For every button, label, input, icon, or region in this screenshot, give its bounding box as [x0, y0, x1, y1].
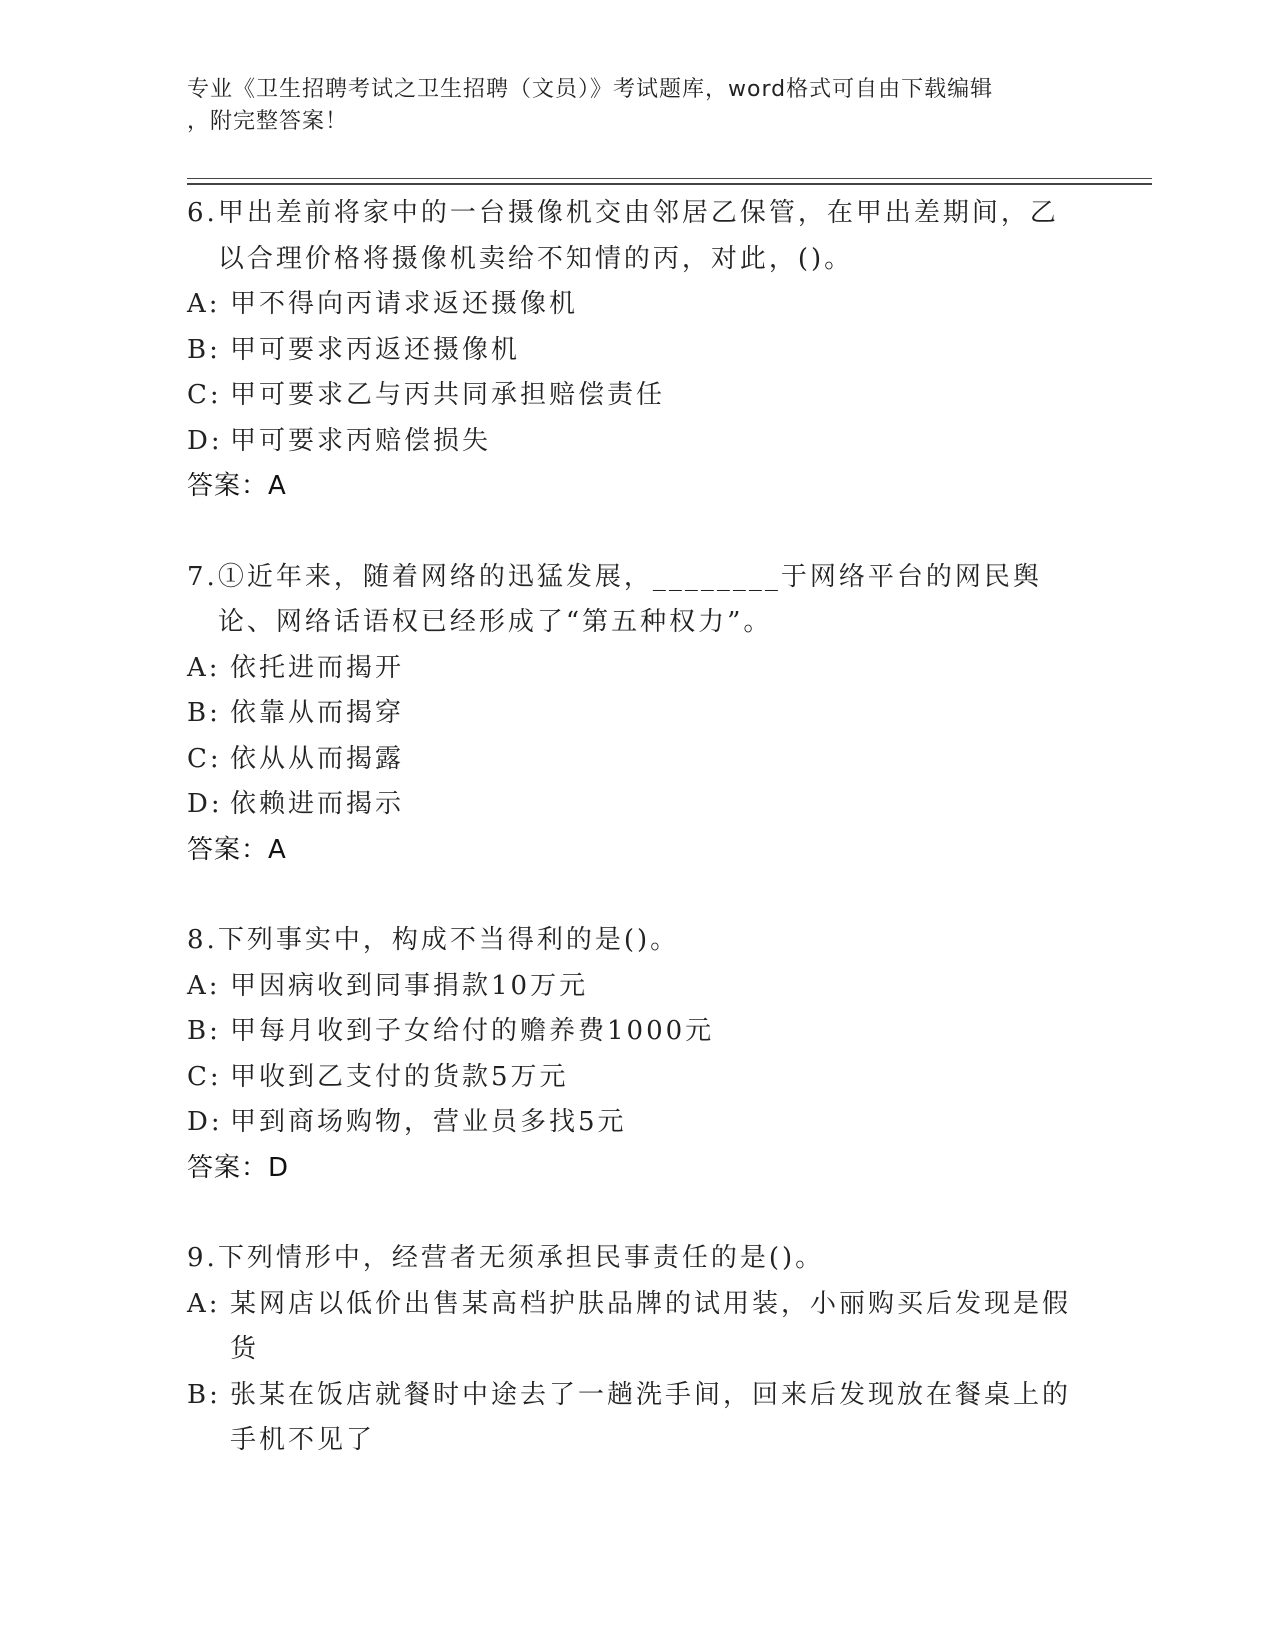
question-9	[187, 1236, 1087, 1464]
option-text: 依托进而揭开	[230, 652, 405, 683]
option-a	[187, 282, 1087, 328]
option-d	[187, 782, 1087, 828]
option-letter: A:	[187, 652, 221, 683]
answer-line	[187, 464, 1087, 510]
option-letter: A:	[187, 1288, 221, 1319]
option-letter: D:	[187, 789, 223, 819]
question-number: 7.	[187, 561, 218, 592]
option-text: 甲可要求乙与丙共同承担赔偿责任	[230, 380, 666, 410]
option-text: 依赖进而揭示	[230, 789, 405, 819]
option-b	[187, 1373, 1087, 1464]
option-letter: B:	[187, 1016, 221, 1046]
question-list	[187, 191, 1087, 1509]
question-stem	[187, 918, 1087, 964]
option-text: 甲每月收到子女给付的赡养费1000元	[230, 1016, 715, 1046]
question-7	[187, 555, 1087, 874]
header-line-1: 专业《卫生招聘考试之卫生招聘（文员）》考试题库，word格式可自由下载编辑	[187, 77, 994, 102]
document-header	[187, 74, 1087, 138]
option-letter: B:	[187, 698, 221, 728]
option-c	[187, 737, 1087, 783]
option-a	[187, 1282, 1087, 1373]
header-divider-bottom	[187, 183, 1152, 185]
answer-line	[187, 1146, 1087, 1192]
option-text: 张某在饭店就餐时中途去了一趟洗手间，回来后发现放在餐桌上的手机不见了	[230, 1379, 1072, 1455]
question-stem	[187, 191, 1087, 282]
header-divider-top	[187, 178, 1152, 179]
option-d	[187, 419, 1087, 465]
option-text: 甲可要求丙返还摄像机	[230, 334, 521, 365]
answer-label: 答案：	[187, 1152, 269, 1183]
option-letter: A:	[187, 289, 221, 319]
option-text: 某网店以低价出售某高档护肤品牌的试用装，小丽购买后发现是假货	[230, 1288, 1072, 1364]
answer-line	[187, 828, 1087, 874]
option-text: 依从从而揭露	[230, 743, 405, 774]
option-text: 甲因病收到同事捐款10万元	[230, 970, 589, 1001]
option-text: 甲不得向丙请求返还摄像机	[230, 289, 579, 319]
option-text: 甲收到乙支付的货款5万元	[230, 1061, 569, 1092]
header-line-2: ，附完整答案！	[187, 109, 349, 134]
question-text: ①近年来，随着网络的迅猛发展，________于网络平台的网民舆论、网络话语权已经形成了“第五种权力”。	[217, 561, 1042, 637]
answer-value: D	[268, 1152, 290, 1183]
question-text: 甲出差前将家中的一台摄像机交由邻居乙保管，在甲出差期间，乙以合理价格将摄像机卖给不知情的丙，对此，()。	[217, 198, 1059, 274]
option-letter: A:	[187, 970, 221, 1001]
option-letter: B:	[187, 334, 221, 365]
option-letter: D:	[187, 1107, 223, 1137]
option-text: 依靠从而揭穿	[230, 698, 405, 728]
question-6	[187, 191, 1087, 510]
option-letter: C:	[187, 380, 222, 410]
question-8	[187, 918, 1087, 1191]
option-letter: C:	[187, 1061, 222, 1092]
option-c	[187, 373, 1087, 419]
option-letter: D:	[187, 425, 223, 456]
answer-label: 答案：	[187, 471, 269, 501]
option-text: 甲可要求丙赔偿损失	[230, 425, 492, 456]
question-number: 9.	[187, 1243, 218, 1273]
question-text: 下列情形中，经营者无须承担民事责任的是()。	[217, 1243, 825, 1273]
question-number: 6.	[187, 198, 218, 228]
option-a	[187, 646, 1087, 692]
option-a	[187, 964, 1087, 1010]
question-stem	[187, 1236, 1087, 1282]
question-number: 8.	[187, 925, 218, 955]
answer-value: A	[268, 471, 287, 501]
option-letter: B:	[187, 1379, 221, 1410]
option-b	[187, 691, 1087, 737]
option-b	[187, 1009, 1087, 1055]
question-stem	[187, 555, 1087, 646]
option-c	[187, 1055, 1087, 1101]
answer-label: 答案：	[187, 834, 269, 865]
option-text: 甲到商场购物，营业员多找5元	[230, 1107, 627, 1137]
option-letter: C:	[187, 743, 222, 774]
question-text: 下列事实中，构成不当得利的是()。	[217, 925, 680, 955]
answer-value: A	[268, 834, 287, 865]
option-d	[187, 1100, 1087, 1146]
option-b	[187, 328, 1087, 374]
